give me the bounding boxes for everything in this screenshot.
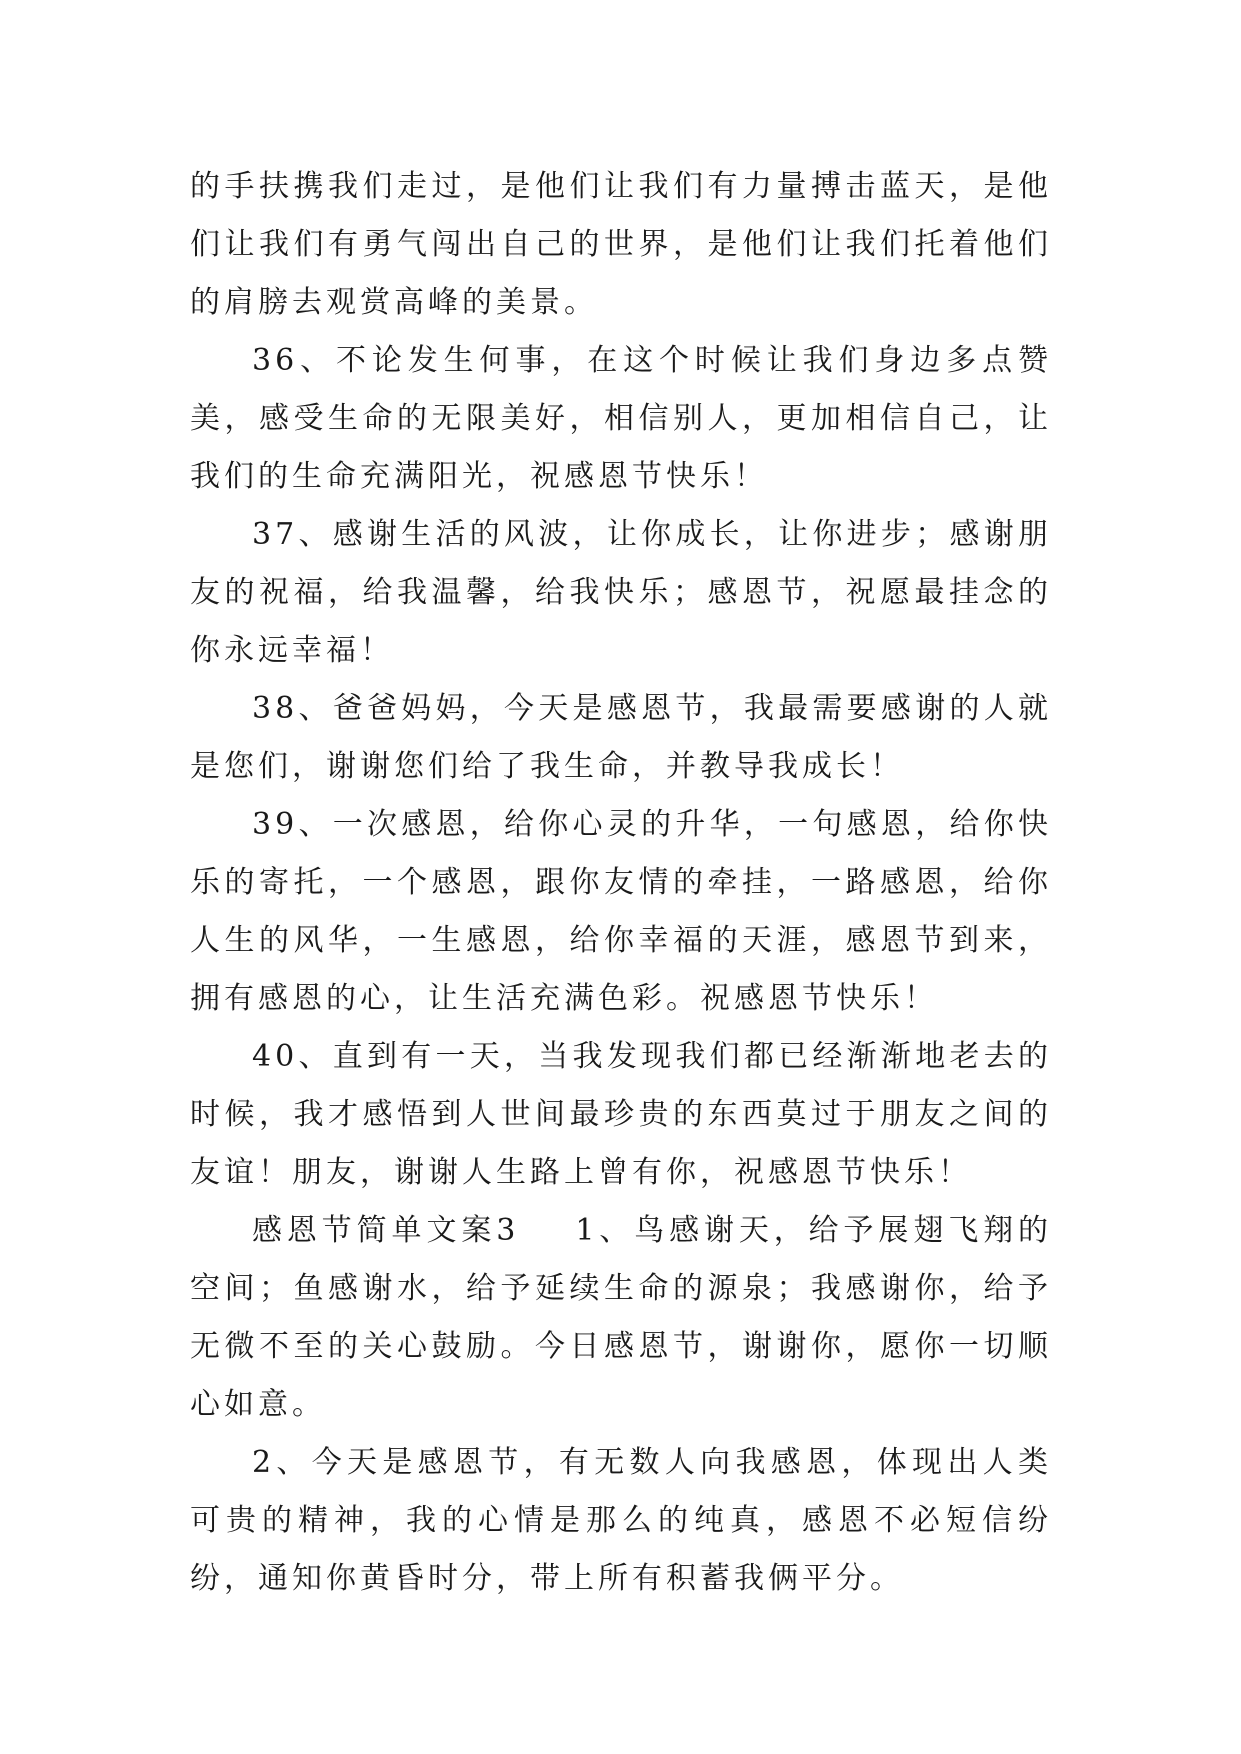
document-body xyxy=(190,158,1052,1608)
paragraph-item-37: 37、感谢生活的风波，让你成长，让你进步；感谢朋友的祝福，给我温馨，给我快乐；感恩节，祝愿最挂念的你永远幸福！ xyxy=(190,517,1052,668)
section-paragraph xyxy=(190,1202,1052,1434)
paragraph-item-40: 40、直到有一天，当我发现我们都已经渐渐地老去的时候，我才感悟到人世间最珍贵的东西莫过于朋友之间的友谊！朋友，谢谢人生路上曾有你，祝感恩节快乐！ xyxy=(190,1039,1052,1190)
paragraph-item-2: 2、今天是感恩节，有无数人向我感恩，体现出人类可贵的精神，我的心情是那么的纯真，感恩不必短信纷纷，通知你黄昏时分，带上所有积蓄我俩平分。 xyxy=(190,1445,1052,1596)
paragraph-continuation: 的手扶携我们走过，是他们让我们有力量搏击蓝天，是他们让我们有勇气闯出自己的世界，是他们让我们托着他们的肩膀去观赏高峰的美景。 xyxy=(190,169,1052,320)
paragraph-item-36: 36、不论发生何事，在这个时候让我们身边多点赞美，感受生命的无限美好，相信别人，更加相信自己，让我们的生命充满阳光，祝感恩节快乐！ xyxy=(190,343,1052,494)
paragraph-item-39: 39、一次感恩，给你心灵的升华，一句感恩，给你快乐的寄托，一个感恩，跟你友情的牵挂，一路感恩，给你人生的风华，一生感恩，给你幸福的天涯，感恩节到来，拥有感恩的心，让生活充满色彩。祝感恩节快乐！ xyxy=(190,807,1052,1016)
section-heading: 感恩节简单文案3 xyxy=(252,1213,520,1248)
paragraph-item-38: 38、爸爸妈妈，今天是感恩节，我最需要感谢的人就是您们，谢谢您们给了我生命，并教导我成长！ xyxy=(190,691,1052,784)
section-item-1: 1、鸟感谢天，给予展翅飞翔的空间；鱼感谢水，给予延续生命的源泉；我感谢你，给予无微不至的关心鼓励。今日感恩节，谢谢你，愿你一切顺心如意。 xyxy=(190,1213,1052,1422)
